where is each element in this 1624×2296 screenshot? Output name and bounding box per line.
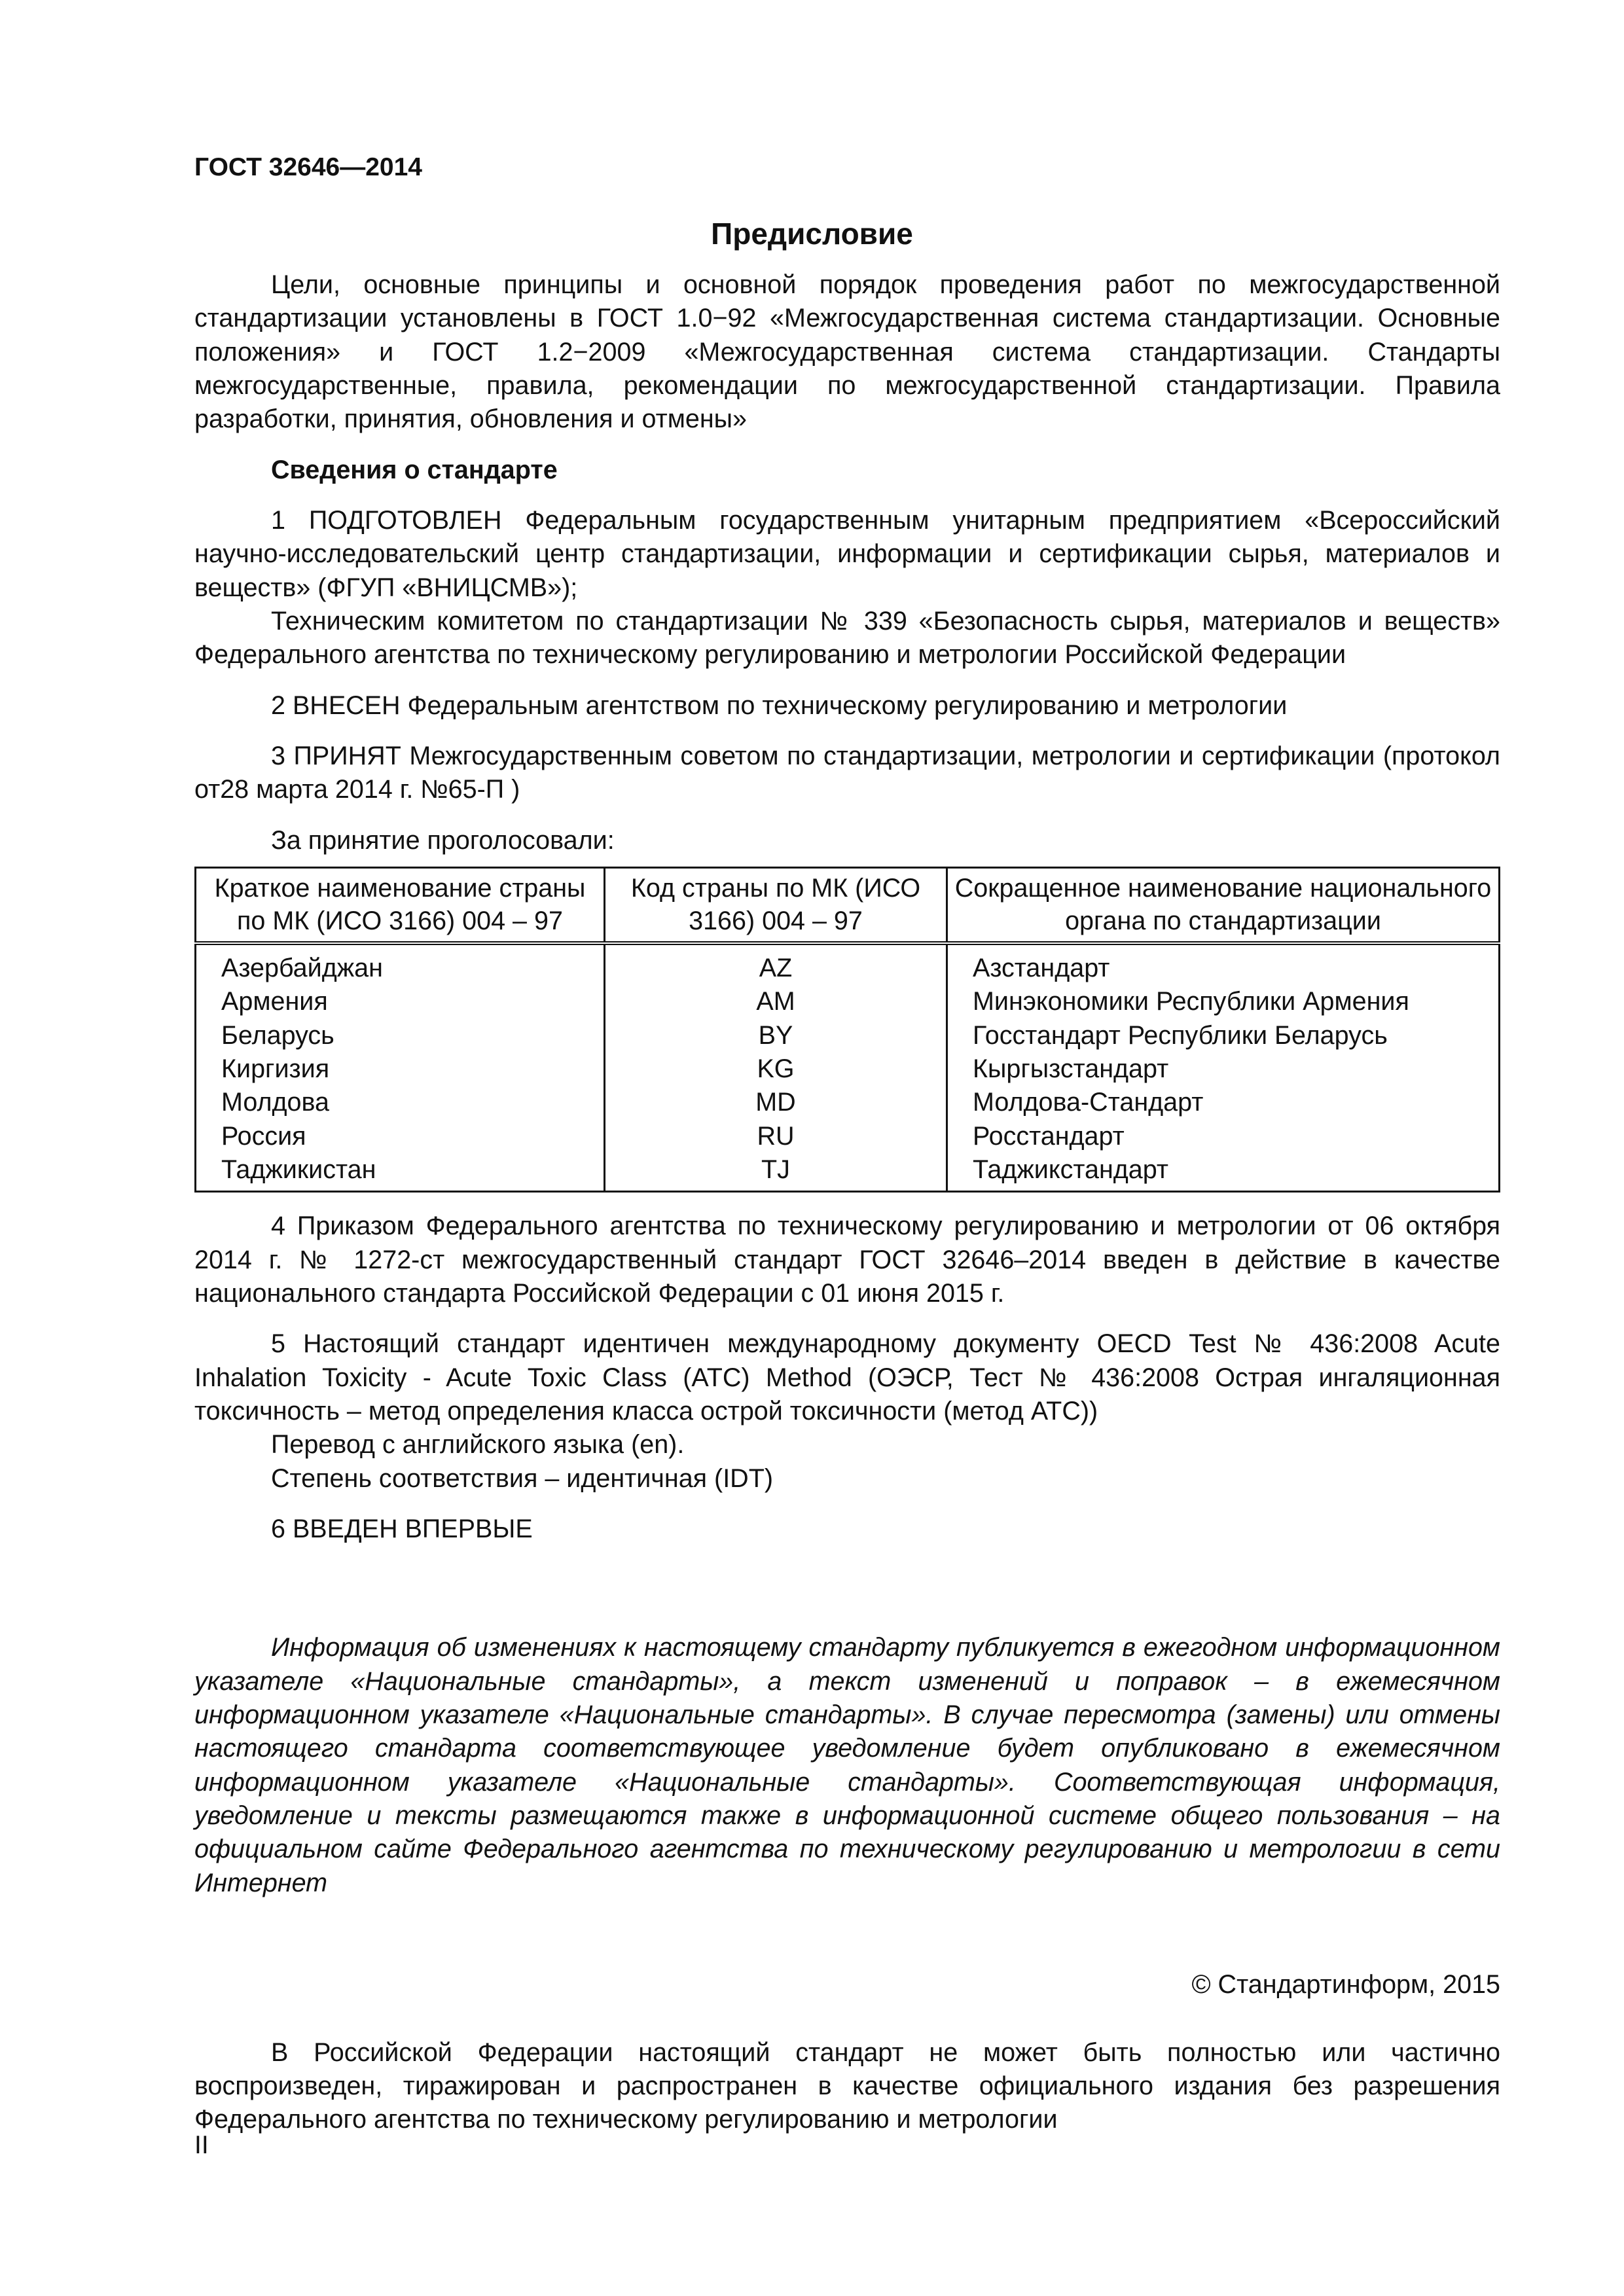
table-row [196,943,1500,985]
country-cell: Беларусь [196,1019,605,1052]
table-row [196,1019,1500,1052]
item-1-prepared: 1 ПОДГОТОВЛЕН Федеральным государственным унитарным предприятием «Всероссийский научно-исследовательский центр стандартизации, информации и сертификации сырья, материалов и веществ» (ФГУП «ВНИЦСМВ»); [194,506,1500,602]
table-row [196,1153,1500,1192]
country-cell: Таджикистан [196,1153,605,1192]
page-number: II [194,2131,209,2159]
item-1-committee: Техническим комитетом по стандартизации № 339 «Безопасность сырья, материалов и веществ» Федерального агентства по техническому регулированию и метрологии Российской Федерации [194,607,1500,670]
country-cell: Киргизия [196,1052,605,1086]
body-cell: Минэкономики Республики Армения [947,985,1500,1018]
code-cell: TJ [605,1153,947,1192]
body-cell: Таджикстандарт [947,1153,1500,1192]
table-row [196,1052,1500,1086]
body-cell: Азстандарт [947,943,1500,985]
body-cell: Кыргызстандарт [947,1052,1500,1086]
voted-label: За принятие проголосовали: [271,825,615,855]
code-cell: KG [605,1052,947,1086]
table-row [196,1086,1500,1119]
item-6-first-introduced: 6 ВВЕДЕН ВПЕРВЫЕ [271,1515,533,1544]
table-row [196,1120,1500,1153]
standard-info-heading: Сведения о стандарте [271,455,558,484]
document-body [194,268,1500,2137]
column-header-country: Краткое наименование страны по МК (ИСО 3166) 004 – 97 [196,868,605,943]
intro-paragraph: Цели, основные принципы и основной порядок проведения работ по межгосударственной стандартизации установлены в ГОСТ 1.0−92 «Межгосударственная система стандартизации. Основные положения» и ГОСТ 1.2−2009 «Межгосударственная система стандартизации. Стандарты межгосударственные, правила, рекомендации по межгосударственной стандартизации. Правила разработки, принятия, обновления и отмены» [194,270,1500,434]
item-3-adopted: 3 ПРИНЯТ Межгосударственным советом по стандартизации, метрологии и сертификации (протокол от28 марта 2014 г. №65-П ) [194,742,1500,804]
item-5-degree: Степень соответствия – идентичная (IDT) [271,1463,773,1493]
body-cell: Росстандарт [947,1120,1500,1153]
changes-notice: Информация об изменениях к настоящему стандарту публикуется в ежегодном информационном указателе «Национальные стандарты», а текст изменений и поправок – в ежемесячном информационном указателе «Национальные стандарты». В случае пересмотра (замены) или отмены настоящего стандарта соответствующее уведомление будет опубликовано в ежемесячном информационном указателе «Национальные стандарты». Соответствующая информация, уведомление и тексты размещаются также в информационной системе общего пользования – на официальном сайте Федерального агентства по техническому регулированию и метрологии в сети Интернет [194,1633,1500,1897]
voting-countries-table [194,867,1500,1193]
table-row [196,985,1500,1018]
country-cell: Россия [196,1120,605,1153]
column-header-body: Сокращенное наименование национального органа по стандартизации [947,868,1500,943]
code-cell: BY [605,1019,947,1052]
copyright-line: © Стандартинформ, 2015 [1191,1970,1500,2000]
table-header-row [196,868,1500,943]
item-4-order: 4 Приказом Федерального агентства по техническому регулированию и метрологии от 06 октября 2014 г. № 1272-ст межгосударственный стандарт ГОСТ 32646–2014 введен в действие в качестве национального стандарта Российской Федерации с 01 июня 2015 г. [194,1211,1500,1308]
country-cell: Азербайджан [196,943,605,985]
code-cell: RU [605,1120,947,1153]
item-2-submitted: 2 ВНЕСЕН Федеральным агентством по техническому регулированию и метрологии [271,691,1288,720]
code-cell: AM [605,985,947,1018]
body-cell: Молдова-Стандарт [947,1086,1500,1119]
reproduction-restriction: В Российской Федерации настоящий стандарт не может быть полностью или частично воспроизведен, тиражирован и распространен в качестве официального издания без разрешения Федерального агентства по техническому регулированию и метрологии [194,2037,1500,2134]
body-cell: Госстандарт Республики Беларусь [947,1019,1500,1052]
column-header-code: Код страны по МК (ИСО 3166) 004 – 97 [605,868,947,943]
country-cell: Молдова [196,1086,605,1119]
code-cell: AZ [605,943,947,985]
code-cell: MD [605,1086,947,1119]
item-5-identical: 5 Настоящий стандарт идентичен международному документу OECD Test № 436:2008 Acute Inhalation Toxicity - Acute Toxic Class (ATC) Method (ОЭСР, Тест № 436:2008 Острая ингаляционная токсичность – метод определения класса острой токсичности (метод АТС)) [194,1329,1500,1426]
item-5-translation: Перевод с английского языка (en). [271,1430,685,1460]
page-title: Предисловие [711,217,913,251]
document-id-header: ГОСТ 32646—2014 [194,153,422,181]
country-cell: Армения [196,985,605,1018]
